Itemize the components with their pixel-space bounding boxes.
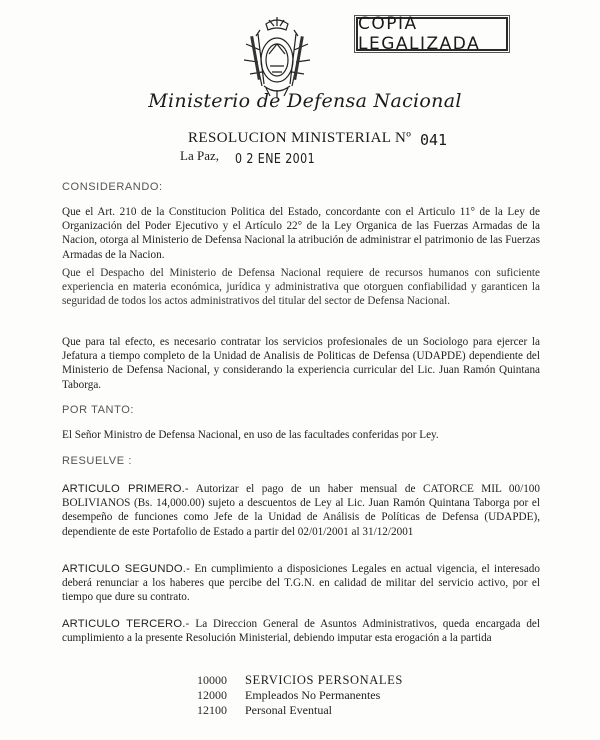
- budget-code: 10000: [197, 673, 227, 687]
- resuelve-heading: RESUELVE :: [62, 455, 132, 467]
- budget-code: 12000: [197, 688, 227, 702]
- article-tercero: [62, 617, 540, 645]
- article-segundo-text: En cumplimiento a disposiciones Legales en actual vigencia, el interesado deberá renunciar a los haberes que percibe del T.G.N. en calidad de militar del servicio activo, por el tiempo que dure su contrato.: [62, 563, 540, 604]
- article-segundo: [62, 562, 540, 605]
- budget-row: [197, 688, 403, 703]
- budget-row: [197, 703, 403, 718]
- bolivia-coat-of-arms-icon: [236, 14, 318, 98]
- article-tercero-text: La Direccion General de Asuntos Administrativos, queda encargada del cumplimiento a la presente Resolución Ministerial, debiendo imputar esta erogación a la partida: [62, 618, 541, 645]
- budget-row: [197, 673, 403, 688]
- article-primero: [62, 482, 540, 539]
- article-segundo-label: ARTICULO SEGUNDO.-: [62, 563, 191, 575]
- article-primero-label: ARTICULO PRIMERO.-: [62, 483, 189, 495]
- article-primero-text: Autorizar el pago de un haber mensual de CATORCE MIL 00/100 BOLIVIANOS (Bs. 14,000.00) sujeto a descuentos de Ley al Lic. Juan Ramón Quintana Taborga por el desempeño de funciones como Jefe de la Unidad de Análisis de Políticas de Defensa (UDAPDE), dependiente de este Portafolio de Estado a partir del 02/01/2001 al 31/12/2001: [62, 483, 540, 538]
- copia-legalizada-stamp: COPIA LEGALIZADA: [356, 17, 508, 51]
- resolution-place: La Paz,: [180, 148, 219, 163]
- budget-code: 12100: [197, 703, 227, 717]
- article-tercero-label: ARTICULO TERCERO.-: [62, 618, 190, 630]
- resolution-date-stamp: 0 2 ENE 2001: [235, 152, 316, 167]
- budget-lines: [197, 673, 403, 718]
- por-tanto-heading: POR TANTO:: [62, 404, 135, 416]
- considerando-paragraph-2: Que el Despacho del Ministerio de Defensa Nacional requiere de recursos humanos con suficiente experiencia en materia económica, jurídica y administrativa que otorguen confiabilidad y garanticen la seguridad de todos los actos administrativos del titular del sector de Defensa Nacional.: [62, 267, 540, 308]
- budget-label: Personal Eventual: [245, 703, 332, 717]
- considerando-paragraph-3: Que para tal efecto, es necesario contratar los servicios profesionales de un Sociologo para ejercer la Jefatura a tiempo completo de la Unidad de Analisis de Politicas de Defensa (UDAPDE) dependiente del Ministerio de Defensa Nacional, y considerando la experiencia curricular del Lic. Juan Ramón Quintana Taborga.: [62, 336, 540, 391]
- ministry-letterhead: Ministerio de Defensa Nacional: [148, 90, 462, 112]
- resolution-number: 041: [420, 131, 448, 149]
- budget-label: SERVICIOS PERSONALES: [245, 673, 403, 687]
- considerando-paragraph-1: Que el Art. 210 de la Constitucion Politica del Estado, concordante con el Articulo 11° de la Ley de Organización del Poder Ejecutivo y el Artículo 22° de la Ley Organica de las Fuerzas Armadas de la Nacion, otorga al Ministerio de Defensa Nacional la atribución de administrar el patrimonio de las Fuerzas Armadas de la Nacion.: [62, 206, 540, 261]
- resolution-title: RESOLUCION MINISTERIAL Nº: [188, 130, 412, 146]
- budget-label: Empleados No Permanentes: [245, 688, 381, 702]
- por-tanto-text: El Señor Ministro de Defensa Nacional, en uso de las facultades conferidas por Ley.: [62, 429, 439, 441]
- considerando-heading: CONSIDERANDO:: [62, 181, 163, 193]
